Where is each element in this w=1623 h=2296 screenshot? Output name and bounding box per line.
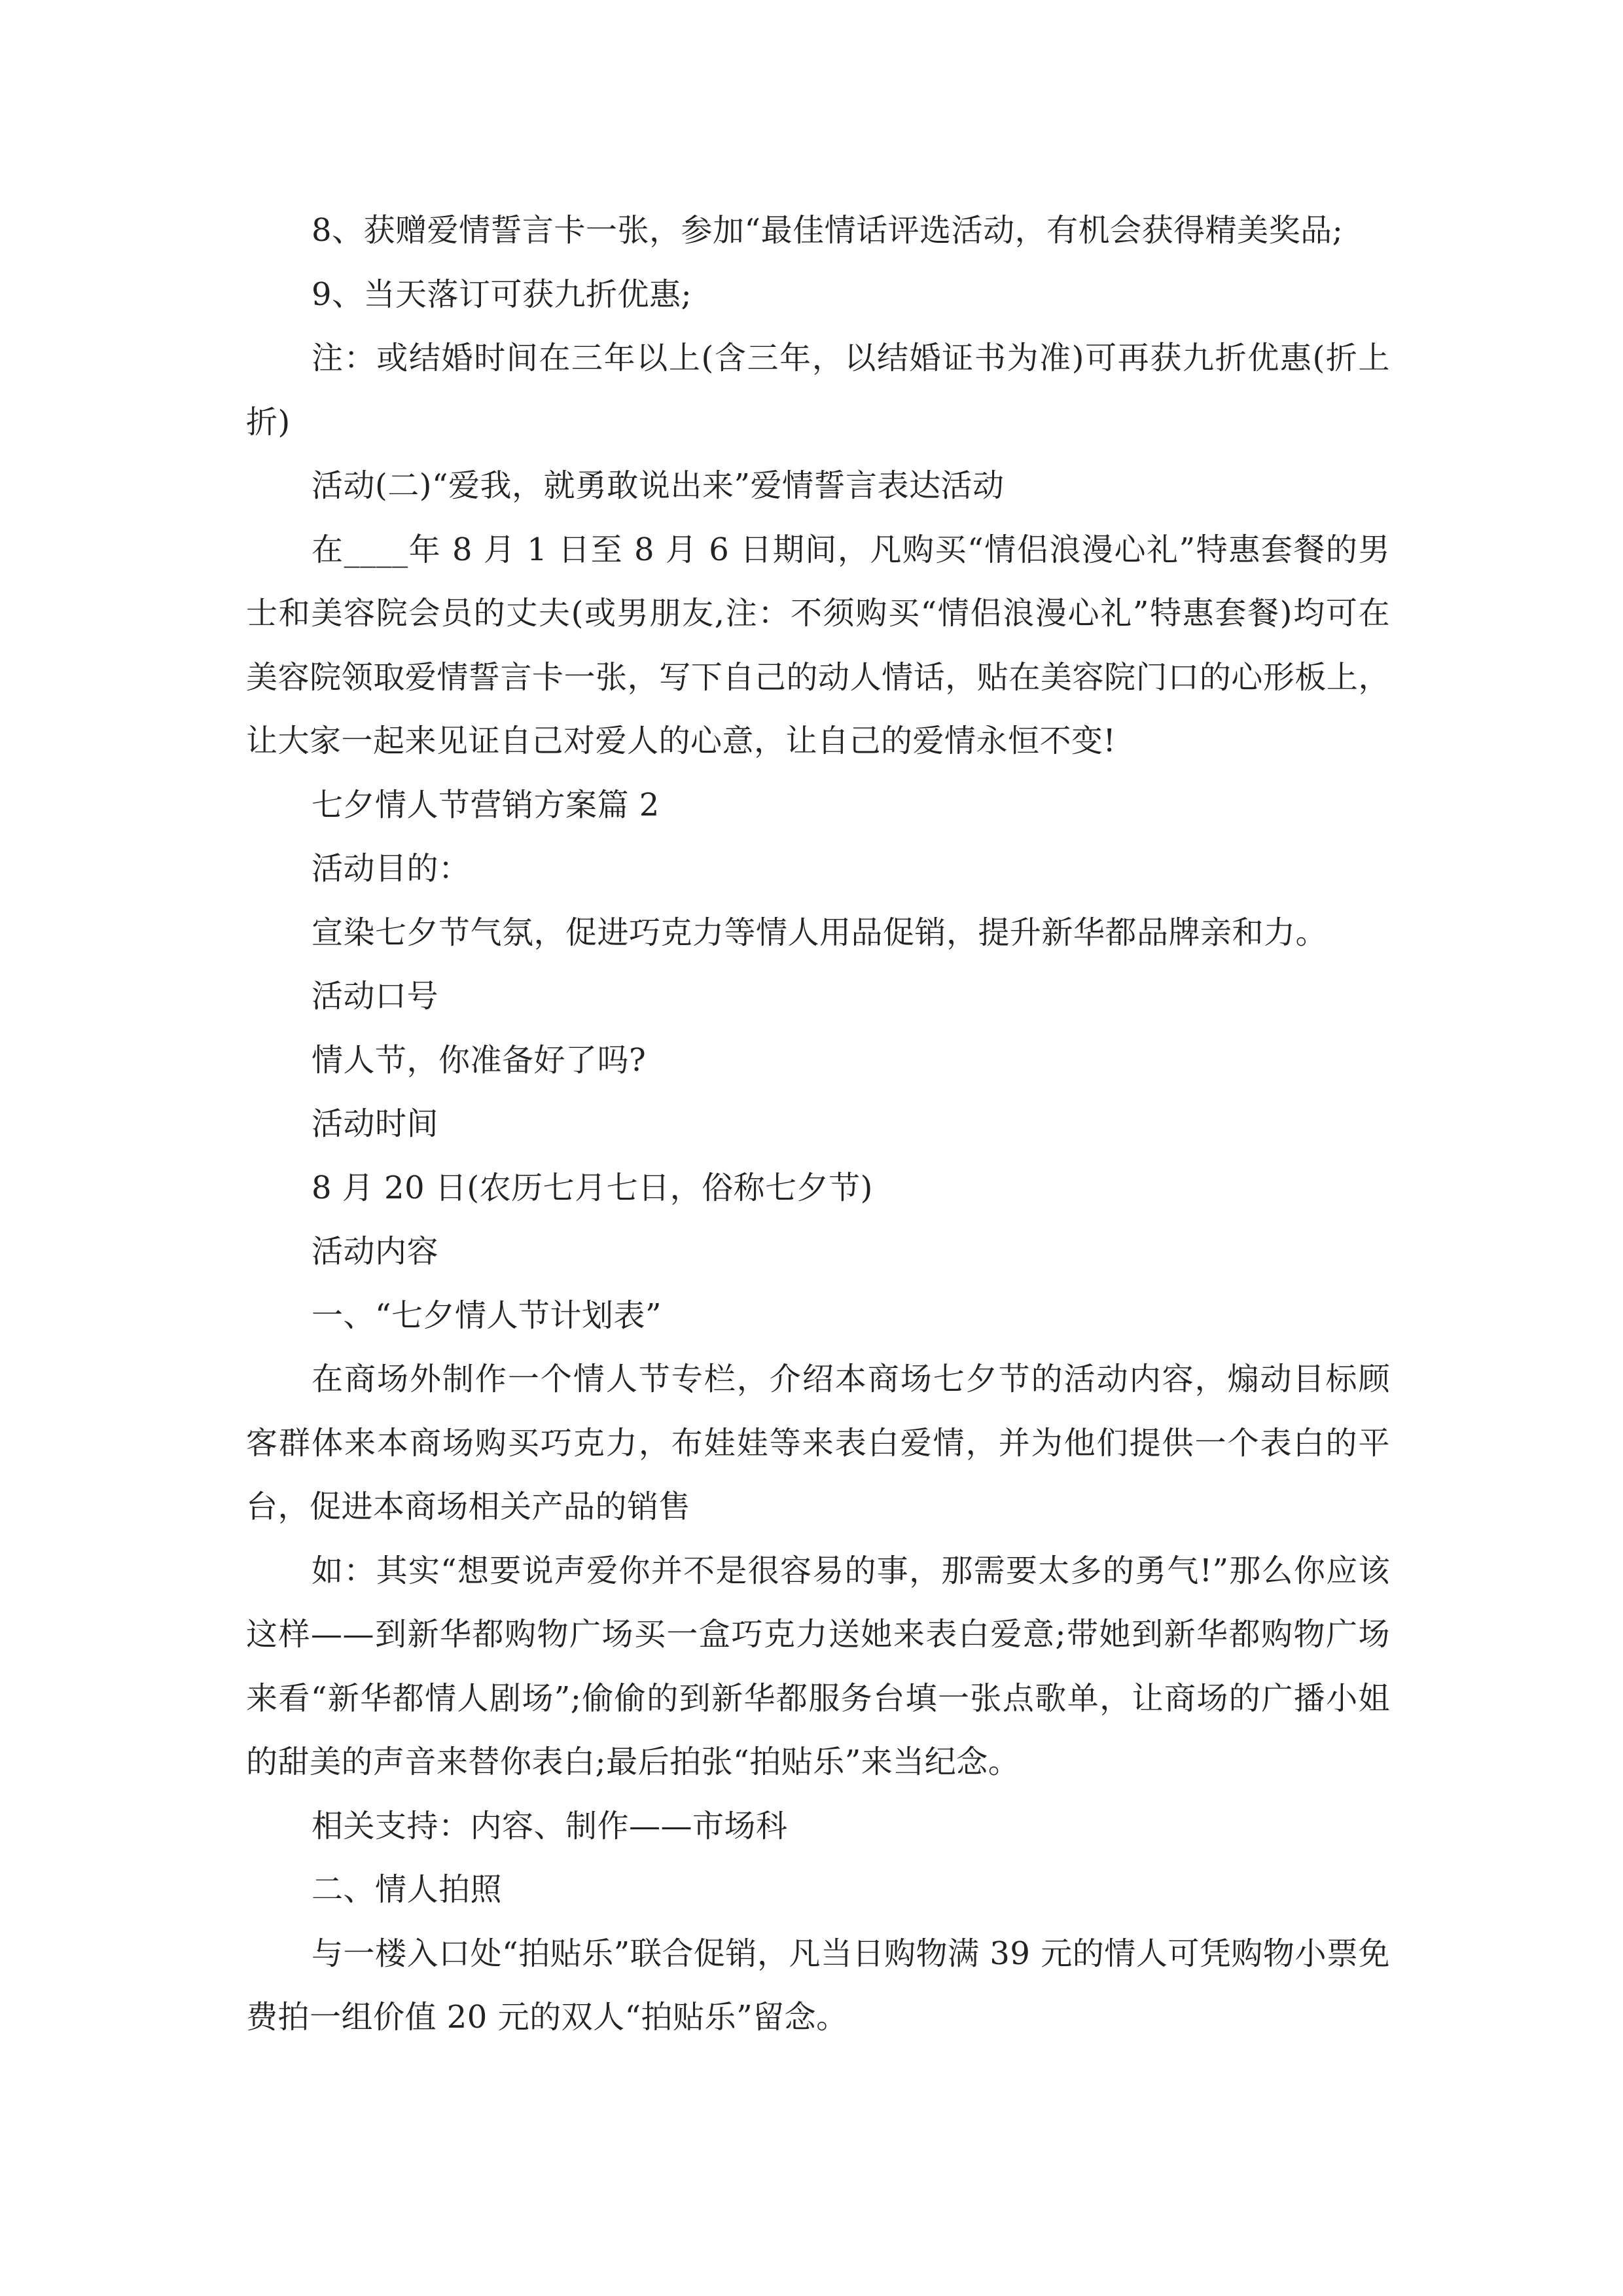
document-body bbox=[246, 199, 1390, 2050]
heading-activity-time: 活动时间 bbox=[312, 1105, 439, 1142]
paragraph-activity-time: 8 月 20 日(农历七月七日，俗称七夕节) bbox=[312, 1169, 873, 1206]
heading-activity-content: 活动内容 bbox=[312, 1233, 439, 1270]
paragraph-activity-2-body: 在____年 8 月 1 日至 8 月 6 日期间，凡购买“情侣浪漫心礼”特惠套餐的男士和美容院会员的丈夫(或男朋友,注：不须购买“情侣浪漫心礼”特惠套餐)均可在美容院领取爱情誓言卡一张，写下自己的动人情话，贴在美容院门口的心形板上，让大家一起来见证自己对爱人的心意，让自己的爱情永恒不变! bbox=[246, 531, 1390, 759]
paragraph-activity-2-title: 活动(二)“爱我，就勇敢说出来”爱情誓言表达活动 bbox=[312, 467, 1005, 504]
heading-activity-slogan: 活动口号 bbox=[312, 978, 439, 1014]
paragraph-item-1-support: 相关支持：内容、制作——市场科 bbox=[312, 1807, 788, 1844]
section-heading-plan-2: 七夕情人节营销方案篇 2 bbox=[312, 786, 660, 823]
heading-item-1: 一、“七夕情人节计划表” bbox=[312, 1297, 662, 1334]
paragraph-benefit-9: 9、当天落订可获九折优惠; bbox=[312, 276, 692, 313]
paragraph-note: 注：或结婚时间在三年以上(含三年，以结婚证书为准)可再获九折优惠(折上折) bbox=[246, 340, 1390, 440]
paragraph-item-2-body: 与一楼入口处“拍贴乐”联合促销，凡当日购物满 39 元的情人可凭购物小票免费拍一组价值 20 元的双人“拍贴乐”留念。 bbox=[246, 1935, 1390, 2036]
heading-activity-purpose: 活动目的： bbox=[312, 850, 471, 887]
paragraph-item-1-body: 在商场外制作一个情人节专栏，介绍本商场七夕节的活动内容，煽动目标顾客群体来本商场购买巧克力，布娃娃等来表白爱情，并为他们提供一个表白的平台，促进本商场相关产品的销售 bbox=[246, 1361, 1390, 1525]
paragraph-item-1-example: 如：其实“想要说声爱你并不是很容易的事，那需要太多的勇气!”那么你应该这样——到新华都购物广场买一盒巧克力送她来表白爱意;带她到新华都购物广场来看“新华都情人剧场”;偷偷的到新华都服务台填一张点歌单，让商场的广播小姐的甜美的声音来替你表白;最后拍张“拍贴乐”来当纪念。 bbox=[246, 1552, 1390, 1780]
paragraph-benefit-8: 8、获赠爱情誓言卡一张，参加“最佳情话评选活动，有机会获得精美奖品; bbox=[312, 212, 1344, 249]
paragraph-activity-slogan: 情人节，你准备好了吗? bbox=[312, 1041, 647, 1079]
heading-item-2: 二、情人拍照 bbox=[312, 1871, 503, 1908]
paragraph-activity-purpose: 宣染七夕节气氛，促进巧克力等情人用品促销，提升新华都品牌亲和力。 bbox=[312, 914, 1328, 951]
